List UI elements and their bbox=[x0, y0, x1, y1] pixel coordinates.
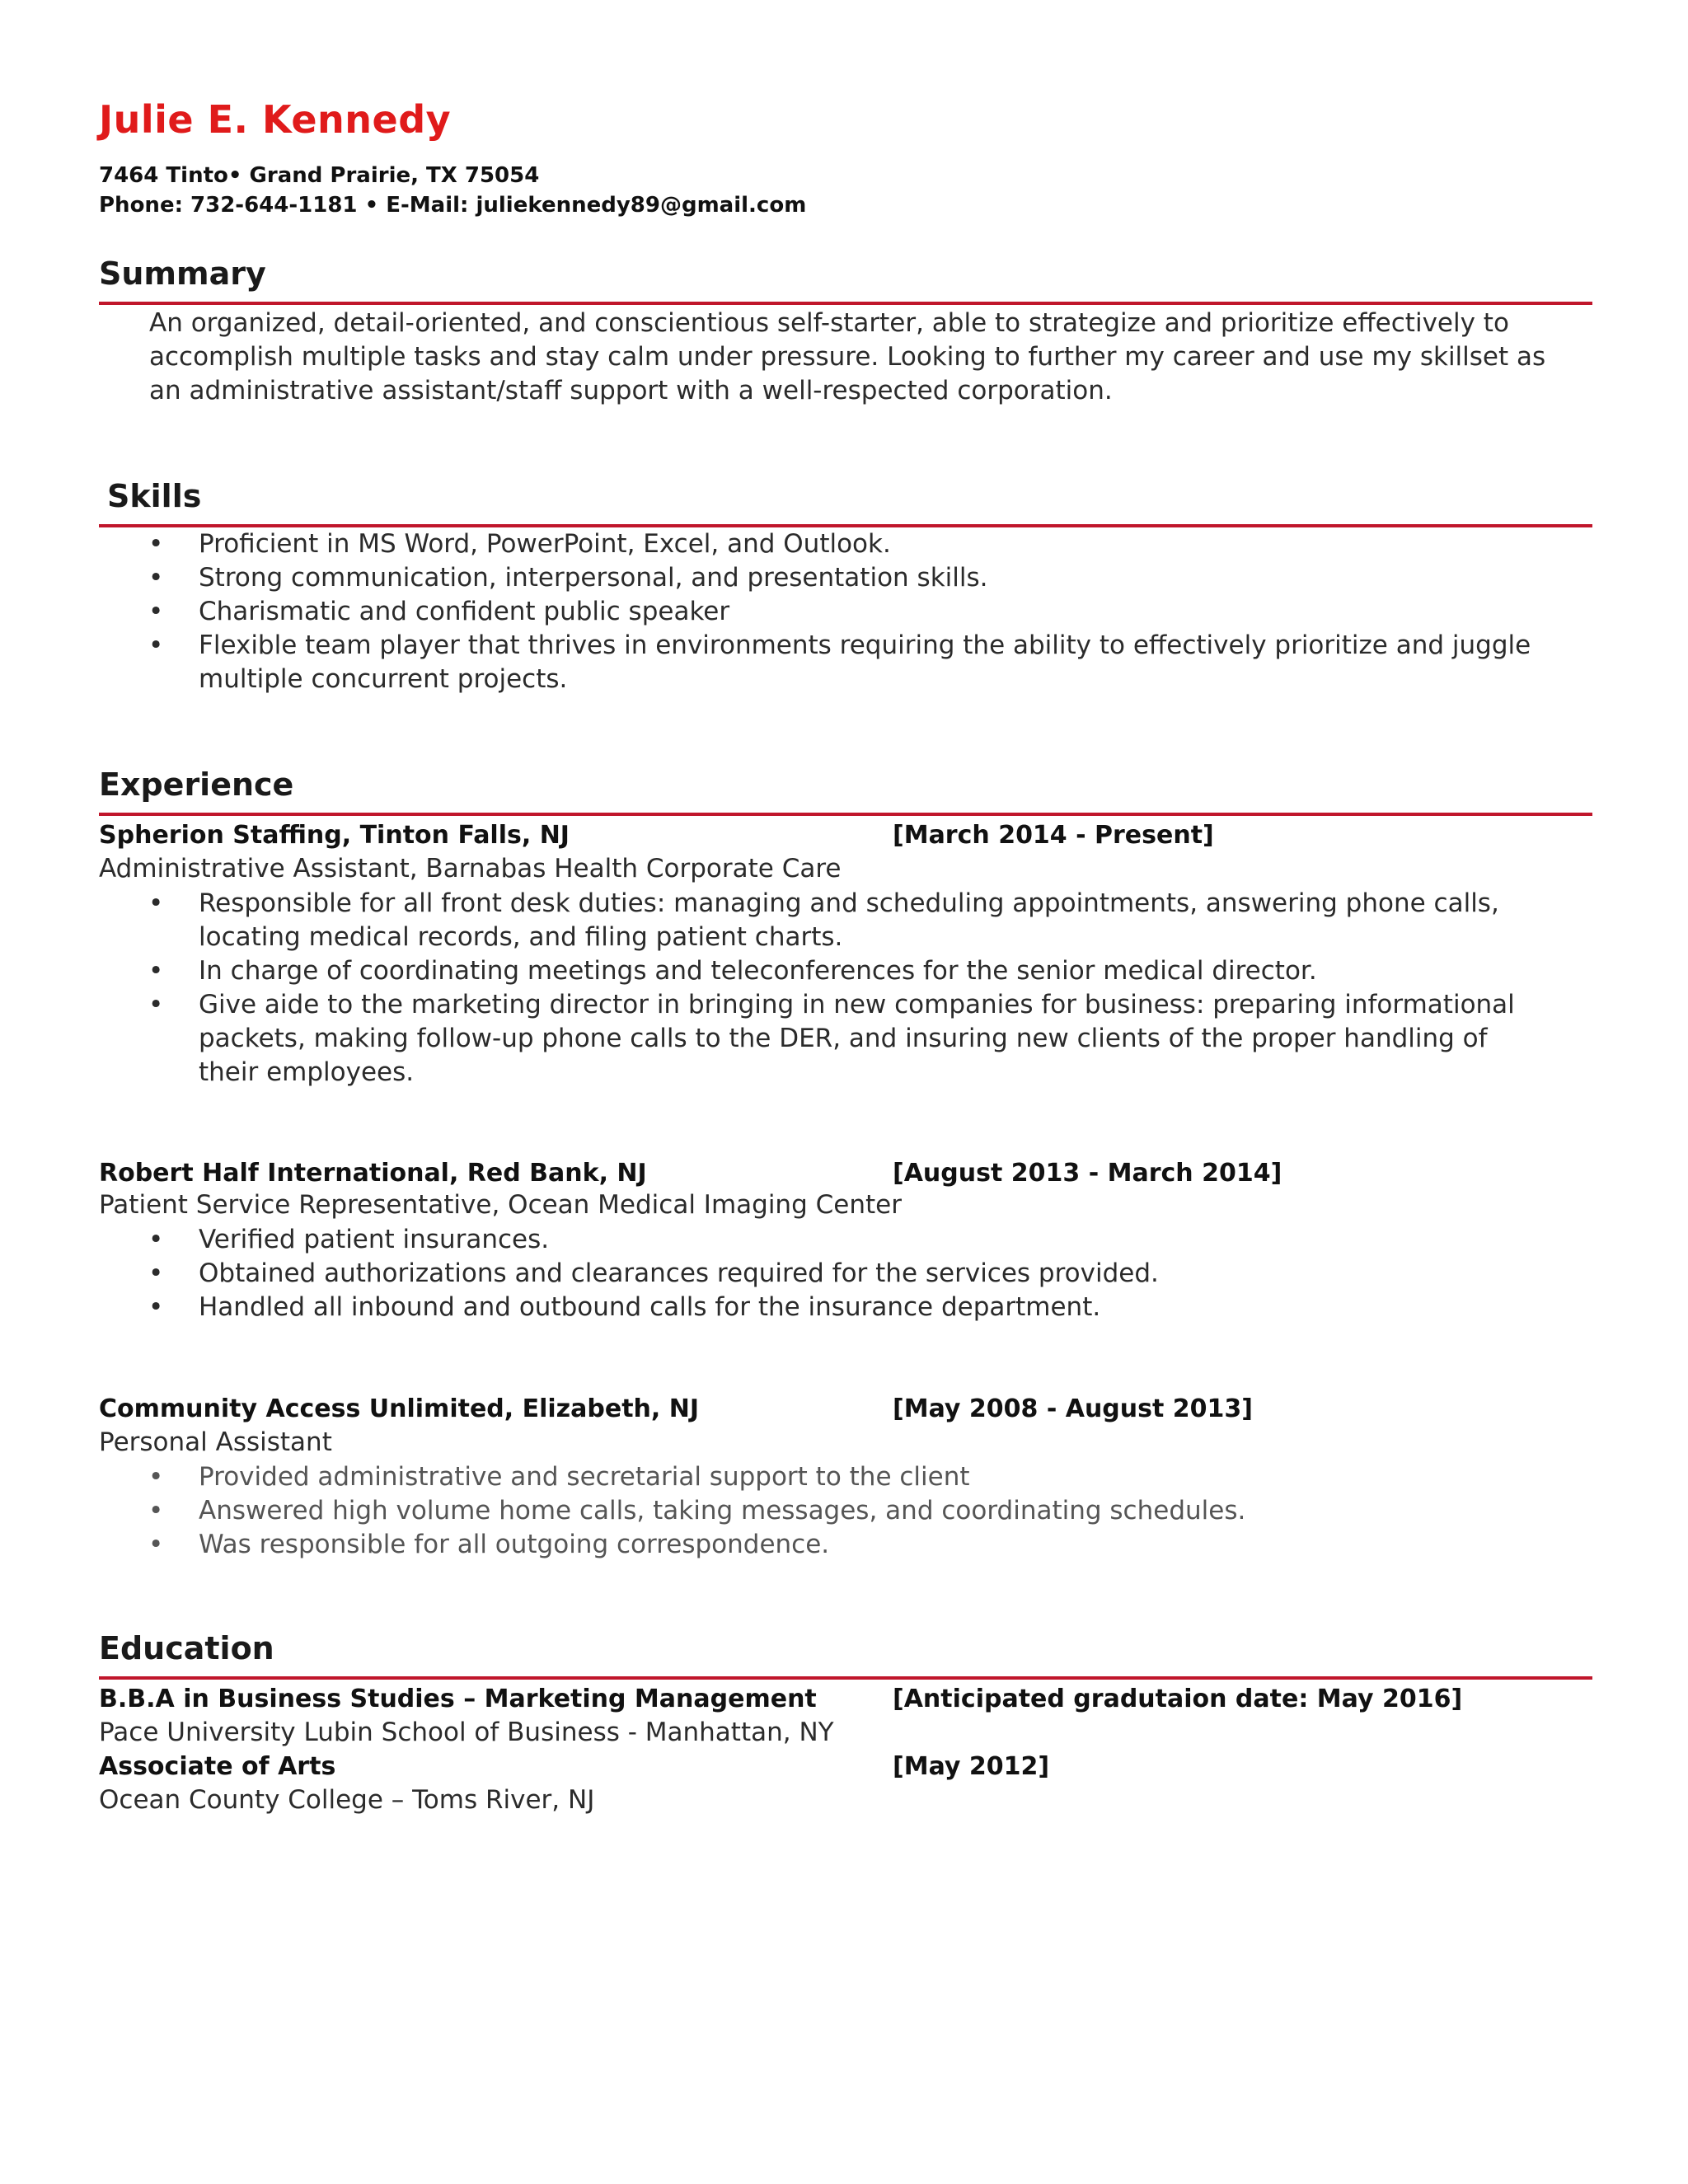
education-school: Pace University Lubin School of Business - Manhattan, NY bbox=[99, 1718, 834, 1747]
duty-text: packets, making follow-up phone calls to the DER, and insuring new clients of the proper handling of bbox=[199, 1024, 1488, 1053]
education-degree: Associate of Arts bbox=[99, 1752, 336, 1781]
bullet-icon: • bbox=[148, 990, 164, 1019]
skill-text: multiple concurrent projects. bbox=[199, 664, 568, 694]
bullet-icon: • bbox=[148, 1258, 164, 1288]
duty-text: Give aide to the marketing director in bringing in new companies for business: preparing informational bbox=[199, 990, 1515, 1019]
education-divider bbox=[99, 1676, 1592, 1680]
experience-divider bbox=[99, 813, 1592, 816]
duty-text: Was responsible for all outgoing correspondence. bbox=[199, 1530, 830, 1559]
bullet-icon: • bbox=[148, 1225, 164, 1254]
summary-line: accomplish multiple tasks and stay calm under pressure. Looking to further my career and use my skillset as bbox=[149, 342, 1546, 372]
job-dates: [March 2014 - Present] bbox=[893, 821, 1214, 850]
job-dates: [May 2008 - August 2013] bbox=[893, 1394, 1253, 1423]
job-dates: [August 2013 - March 2014] bbox=[893, 1159, 1282, 1188]
job-role: Personal Assistant bbox=[99, 1427, 332, 1457]
skill-text: Proficient in MS Word, PowerPoint, Excel, and Outlook. bbox=[199, 529, 891, 559]
summary-heading: Summary bbox=[99, 255, 266, 292]
summary-line: an administrative assistant/staff support with a well-respected corporation. bbox=[149, 376, 1113, 405]
duty-text: Obtained authorizations and clearances required for the services provided. bbox=[199, 1258, 1159, 1288]
summary-text bbox=[149, 307, 1583, 408]
duty-text: locating medical records, and filing patient charts. bbox=[199, 922, 843, 952]
contact-address: 7464 Tinto• Grand Prairie, TX 75054 bbox=[99, 163, 540, 188]
bullet-icon: • bbox=[148, 1496, 164, 1526]
education-school: Ocean County College – Toms River, NJ bbox=[99, 1785, 595, 1815]
summary-divider bbox=[99, 302, 1592, 305]
bullet-icon: • bbox=[148, 563, 164, 593]
bullet-icon: • bbox=[148, 1292, 164, 1322]
education-heading: Education bbox=[99, 1630, 274, 1666]
bullet-icon: • bbox=[148, 630, 164, 660]
duty-text: their employees. bbox=[199, 1057, 415, 1087]
bullet-icon: • bbox=[148, 1462, 164, 1492]
skills-heading: Skills bbox=[107, 478, 202, 514]
job-company: Community Access Unlimited, Elizabeth, NJ bbox=[99, 1394, 699, 1423]
job-company: Spherion Staffing, Tinton Falls, NJ bbox=[99, 821, 570, 850]
bullet-icon: • bbox=[148, 888, 164, 918]
summary-line: An organized, detail-oriented, and conscientious self-starter, able to strategize and prioritize effectively to bbox=[149, 308, 1509, 338]
job-role: Patient Service Representative, Ocean Medical Imaging Center bbox=[99, 1190, 902, 1220]
education-dates: [May 2012] bbox=[893, 1752, 1050, 1781]
skill-text: Strong communication, interpersonal, and presentation skills. bbox=[199, 563, 988, 593]
duty-text: Handled all inbound and outbound calls for the insurance department. bbox=[199, 1292, 1101, 1322]
education-degree: B.B.A in Business Studies – Marketing Management bbox=[99, 1685, 817, 1713]
duty-text: In charge of coordinating meetings and teleconferences for the senior medical director. bbox=[199, 956, 1317, 986]
duty-text: Answered high volume home calls, taking messages, and coordinating schedules. bbox=[199, 1496, 1246, 1526]
duty-text: Verified patient insurances. bbox=[199, 1225, 550, 1254]
duty-text: Provided administrative and secretarial support to the client bbox=[199, 1462, 970, 1492]
experience-heading: Experience bbox=[99, 766, 294, 803]
bullet-icon: • bbox=[148, 529, 164, 559]
duty-text: Responsible for all front desk duties: managing and scheduling appointments, answering phone calls, bbox=[199, 888, 1499, 918]
skill-text: Flexible team player that thrives in environments requiring the ability to effectively prioritize and juggle bbox=[199, 630, 1531, 660]
job-role: Administrative Assistant, Barnabas Health Corporate Care bbox=[99, 854, 842, 883]
candidate-name: Julie E. Kennedy bbox=[99, 97, 452, 142]
bullet-icon: • bbox=[148, 597, 164, 626]
education-dates: [Anticipated gradutaion date: May 2016] bbox=[893, 1685, 1463, 1713]
job-company: Robert Half International, Red Bank, NJ bbox=[99, 1159, 647, 1188]
bullet-icon: • bbox=[148, 1530, 164, 1559]
bullet-icon: • bbox=[148, 956, 164, 986]
contact-phone-email: Phone: 732-644-1181 • E-Mail: juliekennedy89@gmail.com bbox=[99, 193, 807, 218]
skill-text: Charismatic and confident public speaker bbox=[199, 597, 730, 626]
